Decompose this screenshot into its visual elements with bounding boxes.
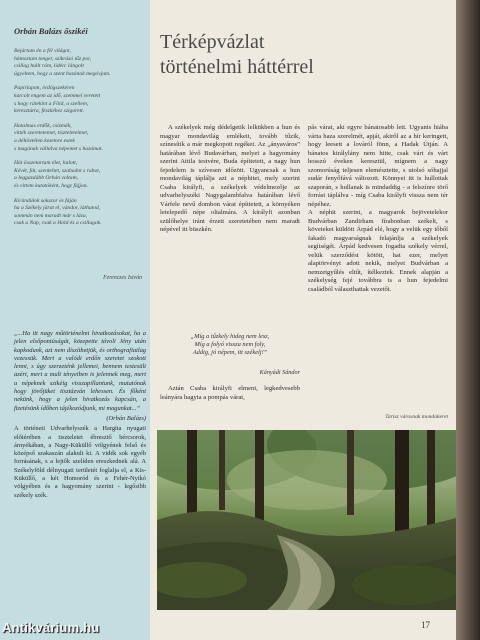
- poem-stanza: Bejártam én a fél világot, hámoztam tenger, szikrázó tűz por, csillag hullt rám, lidérc lángolt ügyeltem, hogy a szent hazának megóvjam.: [14, 48, 111, 77]
- body-paragraph: A székelyek még dédelgetik lelkükben a hun és magyar mondavilág emlékeit, tovább tűzik, színesítik a már megkopott regéket. Az „ányavárosˮ határában lévő Budavárban, melyet a hagyomány szerint Attila testvére, Buda építtetett, a nagy hun fejedelem is szívesen időzött. Ugyancsak a hun mondavilág táplálja azt a néphitet, mely szerint Csaba királyfi, a székelyek védelmezője az udvarhelyszéki Nagygalambfalva határában lévő Várfele nevű dombon várat építtetett, a környéken letelepedő népe oltalmára. A királyfi azonban szülőhelye iránt érzett szeretetében nem maradt népével itt büszkén.: [160, 124, 300, 233]
- verse-quote: [160, 333, 300, 358]
- photo-caption: Tarisz városnak mondakeret: [385, 414, 448, 420]
- verse-line: Addig, jó népem, itt székelj!ˮ: [192, 349, 268, 357]
- poem-stanza: Kirándúlok sokszor és fáján ha a Székely járat el, vándor, láthatod, sommán nem maradt már s láza, csak a Nap, csak a Hold és a csillagok.: [14, 197, 102, 227]
- text-column-middle-continued: [160, 385, 300, 402]
- poem-signature: Ferenczes István: [103, 275, 142, 281]
- text-column-right: [308, 124, 448, 294]
- poem-stanza: Papírlapon, ördögszekéren karcolt engem az idő, szemmel veretett s hogy rátekint a Föld, a szellem, keresztútra, fészkéhez szigorett.: [14, 85, 101, 115]
- sidebar-title: Orbán Balázs őszikéi: [14, 26, 88, 36]
- sidebar-panel: [0, 0, 150, 640]
- quote-attribution: (Orbán Balázs): [106, 414, 146, 422]
- forest-photo: [157, 430, 456, 610]
- poem-stanza: Hát összetartam élet, halott, Kévét, fát, szenteltet, szabadot s rabot, a leggazdább Orbán voltam, és vittem kutatóként, hogy fájjon.: [14, 160, 101, 189]
- title-line-2: történelmi háttérrel: [160, 56, 314, 78]
- verse-line: „Míg a tűzkely hideg nem lesz,: [190, 333, 270, 340]
- watermark-logo: Antikvárium.hu: [2, 620, 100, 635]
- quote-paragraph: „...Ha itt nagy műtörténelmi hivatkozásokat, ha a jelen elsőpontúságát, közepette távoli Jény után kapkodunk, azt nem díszíthetjük, és orthografiailag vezessük. Mert a valódi erdőn szeretet szokott lenni, s úgy szerzeténk jellemei, bennem testesült azért, mert a mult tényeiben is jelennek meg, mert a népeknek szikéig visszapillantunk, mutatónak hogy jövőjüket tisztázván lehessen. És főként nekünk, hogy a jelen hivatkozás kapcsán, a fizetésünk ídőben tájékozódjunk, mi magunkat...”: [14, 330, 146, 412]
- verse-line: Míg a folyó vissza nem foly,: [194, 341, 266, 349]
- page-title: [160, 30, 450, 80]
- sidebar-prose: [14, 330, 146, 502]
- poem: [14, 48, 142, 235]
- body-paragraph: pás várat, aki egyre bánatosabb lett. Ugyanis hiába várta haza szerelmét, apját, akiről az a hír keringett, hogy leesett a lováról fönn, a Hadak Útján. A bánatos királylány nem hitte, csak várt és várt hosszú éveken keresztül, mígnem a nagy szomorúság teljesen elemésztette, s utolsó sóhajjal sudár fenyőfává változott. Könnyei itt is hullottak szaporán, s hullanak is mindaddig - a felszínre törő forrást táplálva - míg Csaba királyfi vissza nem tér népéhez. A néphit szerint, a magyarok bejövetelekor Budvárban Zandirham fírabonban székelt, s követeket küldött Árpád elé, hogy a velük egy tőből fakadó magyarságnak felajánlja a székelyek segítségét. Árpád kedvesen fogadta székely vérrel, velük szerződést kötött, hat ezer, melyet alaptörvényt adott nekik, melyet Budvárban a nemzetgyűlés eltűt, ítélkeztek. Ennek alapján a székelység fejé továbbra is a hun fejedelmi családból választhattak vezetőt.: [308, 124, 448, 293]
- text-column-middle: [160, 124, 300, 235]
- title-line-1: Térképvázlat: [160, 31, 265, 53]
- poem-stanza: Hatalmas erdők, csizmák, vitték szeretetemet, tiszteleteimet, a déltövtélen kezemre estek s magának vállalva népemet s hazámat.: [14, 122, 103, 152]
- body-paragraph: Aztán Csaba királyfi elment, legkedvesebb leányára hagyta a pompás várat,: [160, 385, 300, 401]
- forest-path-image: [157, 430, 456, 610]
- verse-author: Kányádi Sándor: [259, 369, 300, 376]
- history-paragraph: A történeti Udvarhelyszék a Hargita nyugati előtérében a tiszteletet ébresztő bércsorok, árnyékában, a Nagy-Küküllő völgyének felső és középső szakaszán alakult ki. A vidék sok egyéb forrásának, s a lejtők szelíden ereszkednek alá. A Székelyföld délnyugati területét foglalja el, a Kis-Küküllő, a két Homoród és a Fehér-Nyikó völgyében és a hagyomány szerint - legősibb székely szék.: [14, 425, 146, 499]
- page-number: 17: [421, 620, 430, 630]
- book-binding-edge: [456, 0, 480, 640]
